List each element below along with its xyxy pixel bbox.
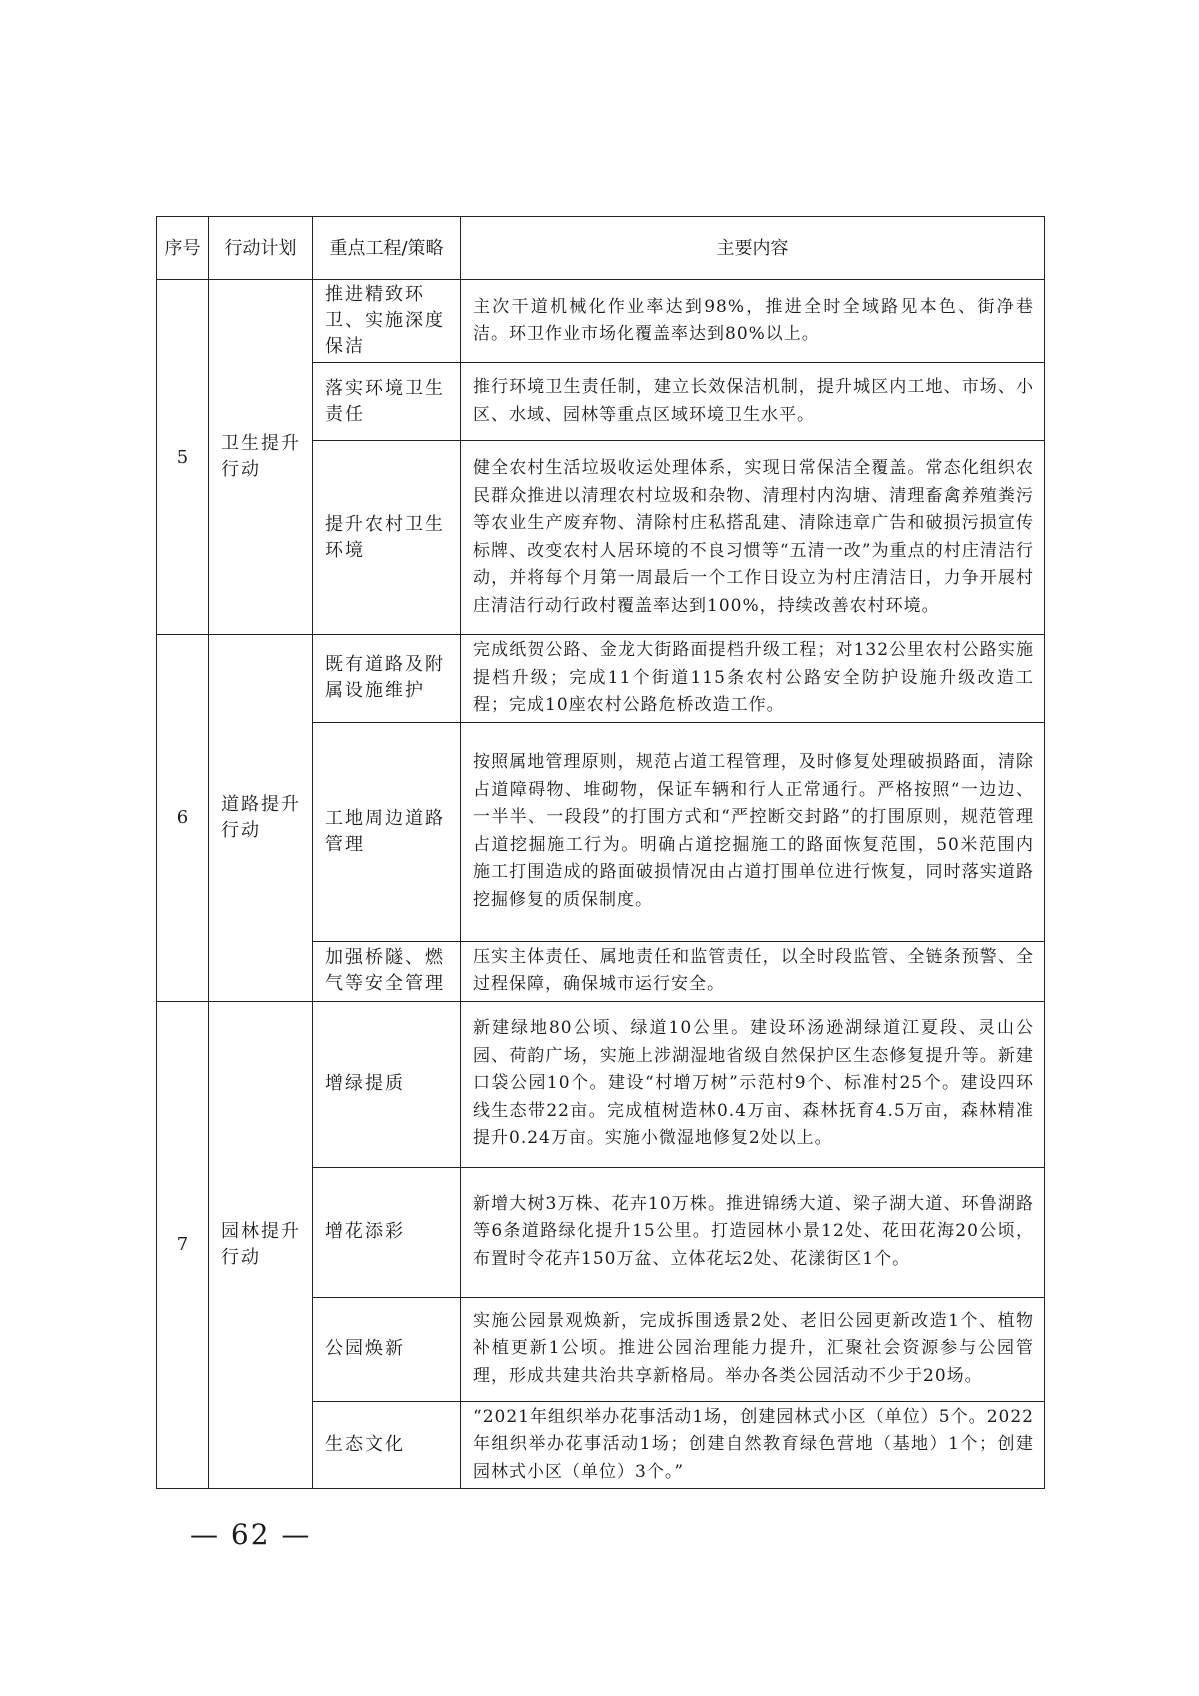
project-name: 工地周边道路管理 bbox=[313, 722, 461, 941]
header-no: 序号 bbox=[157, 217, 209, 280]
table-row bbox=[157, 1001, 1045, 1167]
project-name: 增绿提质 bbox=[313, 1001, 461, 1167]
project-content: 推行环境卫生责任制，建立长效保洁机制，提升城区内工地、市场、小区、水域、园林等重点区域环境卫生水平。 bbox=[461, 363, 1045, 441]
project-content: 新增大树3万株、花卉10万株。推进锦绣大道、梁子湖大道、环鲁湖路等6条道路绿化提升15公里。打造园林小景12处、花田花海20公顷，布置时令花卉150万盆、立体花坛2处、花漾街区1个。 bbox=[461, 1167, 1045, 1297]
table-row bbox=[157, 280, 1045, 363]
project-name: 既有道路及附属设施维护 bbox=[313, 635, 461, 723]
project-name: 生态文化 bbox=[313, 1401, 461, 1489]
action-plan: 园林提升行动 bbox=[209, 1001, 313, 1489]
row-number: 5 bbox=[157, 280, 209, 635]
table-row bbox=[157, 635, 1045, 723]
project-content: 完成纸贺公路、金龙大街路面提档升级工程；对132公里农村公路实施提档升级；完成11个街道115条农村公路安全防护设施升级改造工程；完成10座农村公路危桥改造工作。 bbox=[461, 635, 1045, 723]
project-content: 主次干道机械化作业率达到98%，推进全时全域路见本色、街净巷洁。环卫作业市场化覆盖率达到80%以上。 bbox=[461, 280, 1045, 363]
action-plan: 卫生提升行动 bbox=[209, 280, 313, 635]
content-table bbox=[156, 216, 1045, 1489]
project-content: 新建绿地80公顷、绿道10公里。建设环汤逊湖绿道江夏段、灵山公园、荷韵广场，实施上涉湖湿地省级自然保护区生态修复提升等。新建口袋公园10个。建设“村增万树”示范村9个、标准村25个。建设四环线生态带22亩。完成植树造林0.4万亩、森林抚育4.5万亩，森林精准提升0.24万亩。实施小微湿地修复2处以上。 bbox=[461, 1001, 1045, 1167]
header-project: 重点工程/策略 bbox=[313, 217, 461, 280]
project-content: 按照属地管理原则，规范占道工程管理，及时修复处理破损路面，清除占道障碍物、堆砌物，保证车辆和行人正常通行。严格按照“一边边、一半半、一段段”的打围方式和“严控断交封路”的打围原则，规范管理占道挖掘施工行为。明确占道挖掘施工的路面恢复范围，50米范围内施工打围造成的路面破损情况由占道打围单位进行恢复，同时落实道路挖掘修复的质保制度。 bbox=[461, 722, 1045, 941]
project-name: 增花添彩 bbox=[313, 1167, 461, 1297]
project-name: 推进精致环卫、实施深度保洁 bbox=[313, 280, 461, 363]
header-content: 主要内容 bbox=[461, 217, 1045, 280]
header-plan: 行动计划 bbox=[209, 217, 313, 280]
action-plan: 道路提升行动 bbox=[209, 635, 313, 1002]
project-name: 公园焕新 bbox=[313, 1297, 461, 1401]
table-header-row bbox=[157, 217, 1045, 280]
project-content: 压实主体责任、属地责任和监管责任，以全时段监管、全链条预警、全过程保障，确保城市运行安全。 bbox=[461, 941, 1045, 1001]
row-number: 7 bbox=[157, 1001, 209, 1489]
page-number: — 62 — bbox=[190, 1518, 312, 1551]
row-number: 6 bbox=[157, 635, 209, 1002]
project-content: 健全农村生活垃圾收运处理体系，实现日常保洁全覆盖。常态化组织农民群众推进以清理农村垃圾和杂物、清理村内沟塘、清理畜禽养殖粪污等农业生产废弃物、清除村庄私搭乱建、清除违章广告和破损污损宣传标牌、改变农村人居环境的不良习惯等“五清一改”为重点的村庄清洁行动，并将每个月第一周最后一个工作日设立为村庄清洁日，力争开展村庄清洁行动行政村覆盖率达到100%，持续改善农村环境。 bbox=[461, 441, 1045, 635]
project-content: “2021年组织举办花事活动1场，创建园林式小区（单位）5个。2022年组织举办花事活动1场；创建自然教育绿色营地（基地）1个；创建园林式小区（单位）3个。” bbox=[461, 1401, 1045, 1489]
project-content: 实施公园景观焕新，完成拆围透景2处、老旧公园更新改造1个、植物补植更新1公顷。推进公园治理能力提升，汇聚社会资源参与公园管理，形成共建共治共享新格局。举办各类公园活动不少于20场。 bbox=[461, 1297, 1045, 1401]
project-name: 提升农村卫生环境 bbox=[313, 441, 461, 635]
project-name: 加强桥隧、燃气等安全管理 bbox=[313, 941, 461, 1001]
project-name: 落实环境卫生责任 bbox=[313, 363, 461, 441]
